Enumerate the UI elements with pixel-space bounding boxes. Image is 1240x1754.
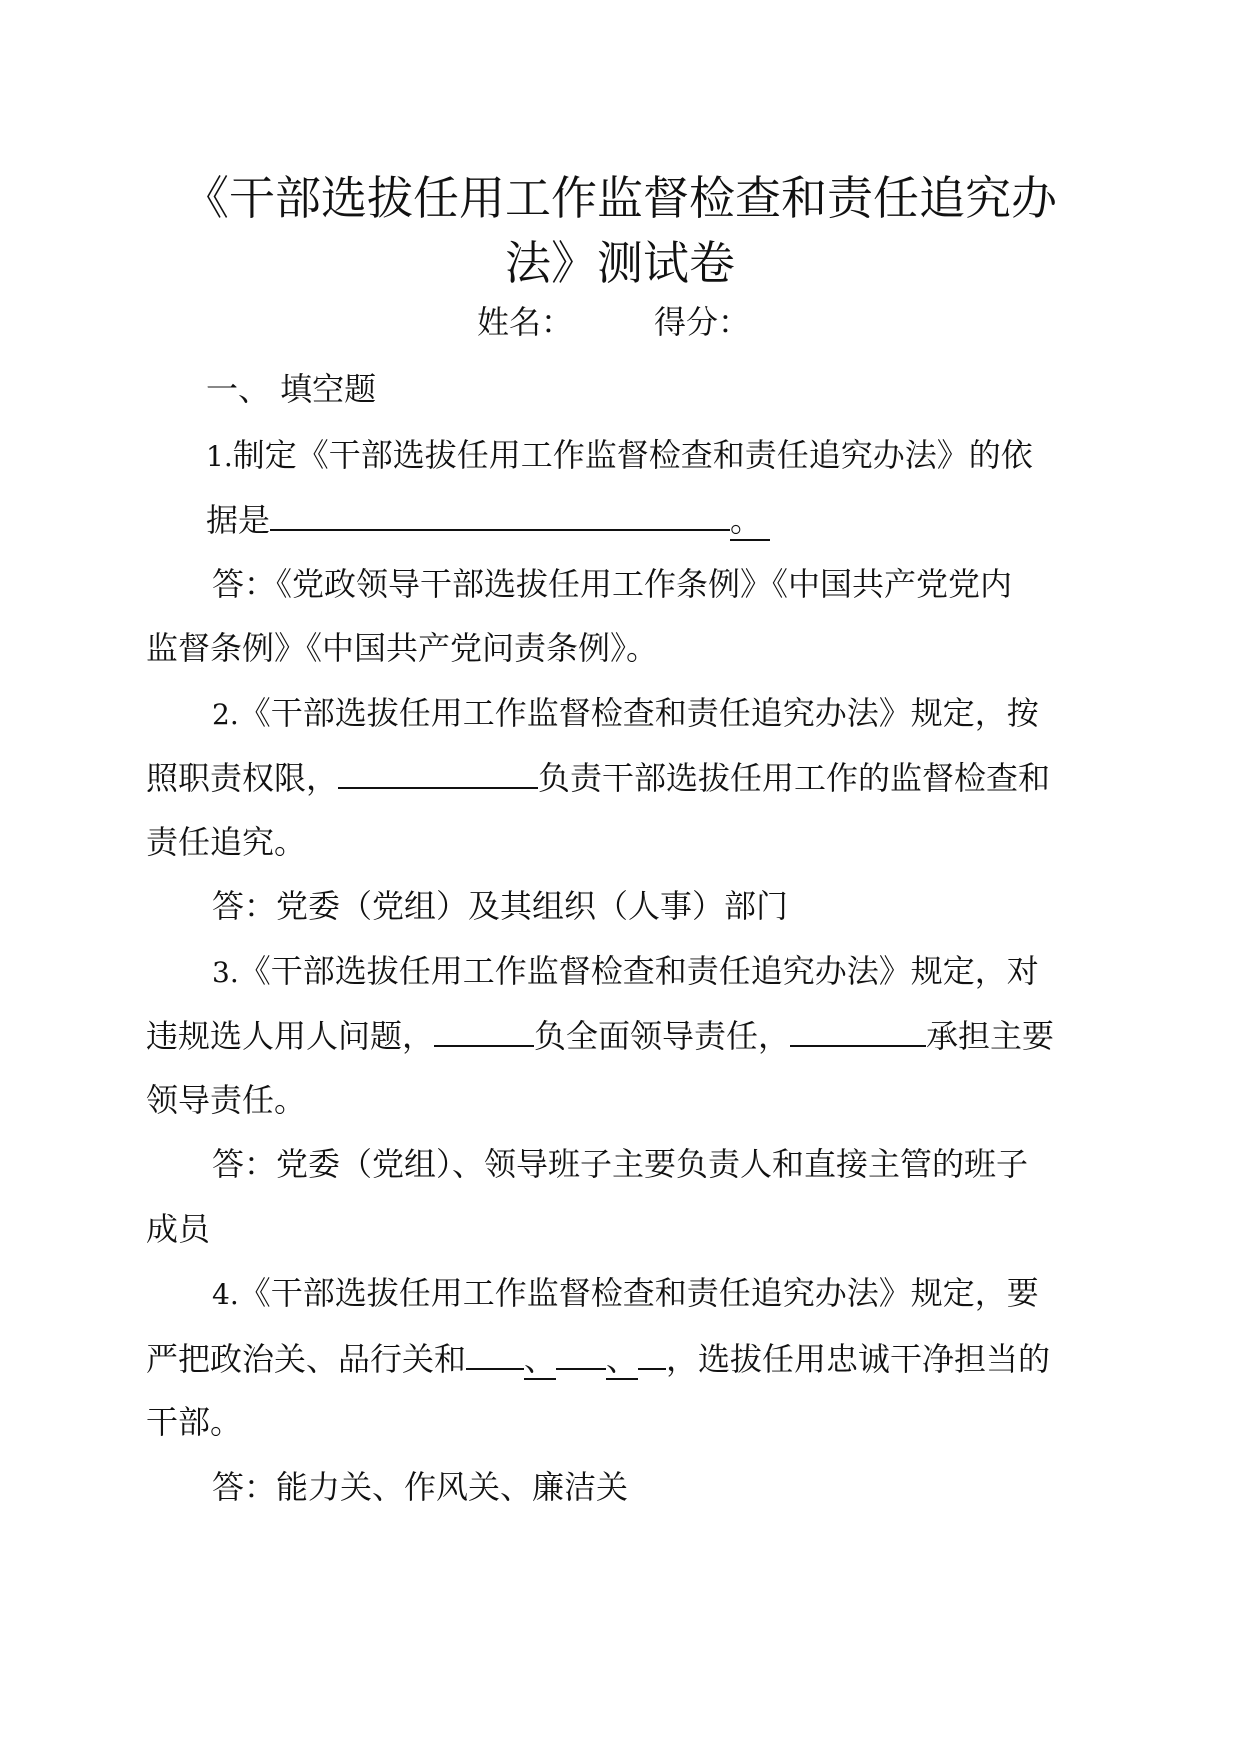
question-1-line-2 (206, 499, 770, 540)
question-4-line-3: 干部。 (146, 1403, 243, 1441)
question-2-line-2 (146, 757, 1050, 798)
question-4-blank-2 (556, 1338, 606, 1370)
question-3-prefix: 违规选人用人问题， (146, 1017, 435, 1055)
name-label: 姓名： (477, 303, 574, 341)
question-2-prefix: 照职责权限， (146, 759, 339, 797)
question-4-suffix: ，选拔任用忠诚干净担当的 (666, 1340, 1051, 1378)
question-2-number: 2. (212, 698, 239, 731)
question-3-blank-2 (790, 1015, 926, 1047)
question-3-line-2 (146, 1015, 1054, 1056)
question-4-prefix: 严把政治关、品行关和 (146, 1340, 467, 1378)
document-title-line-1: 《干部选拔任用工作监督检查和责任追究办 (183, 171, 1057, 225)
question-1-line-1 (206, 435, 1033, 477)
question-2-text-1: 《干部选拔任用工作监督检查和责任追究办法》规定，按 (238, 694, 1039, 732)
section-heading: 一、 填空题 (206, 370, 377, 408)
question-3-blank-1 (434, 1015, 534, 1047)
question-2-blank (338, 757, 538, 789)
answer-4: 答：能力关、作风关、廉洁关 (212, 1468, 629, 1506)
question-2-line-1 (212, 693, 1039, 735)
question-1-text-1: 制定《干部选拔任用工作监督检查和责任追究办法》的依 (232, 436, 1033, 474)
score-label: 得分： (654, 303, 751, 341)
question-1-blank (270, 499, 730, 531)
answer-3-line-1: 答：党委（党组）、领导班子主要负责人和直接主管的班子 (212, 1145, 1029, 1183)
question-4-text-1: 《干部选拔任用工作监督检查和责任追究办法》规定，要 (238, 1274, 1039, 1312)
question-1-prefix: 据是 (206, 501, 271, 539)
question-4-blank-1 (466, 1338, 524, 1370)
answer-1-line-2: 监督条例》《中国共产党问责条例》。 (146, 629, 659, 667)
question-1-suffix: 。 (730, 501, 770, 541)
question-3-number: 3. (212, 956, 239, 989)
question-4-number: 4. (212, 1278, 239, 1311)
question-4-line-2 (146, 1338, 1050, 1379)
answer-2: 答：党委（党组）及其组织（人事）部门 (212, 887, 789, 925)
question-2-suffix: 负责干部选拔任用工作的监督检查和 (538, 759, 1051, 797)
question-4-separator-2: 、 (606, 1340, 639, 1378)
answer-1-line-1: 答：《党政领导干部选拔任用工作条例》《中国共产党党内 (212, 565, 1013, 603)
question-3-middle: 负全面领导责任， (534, 1017, 791, 1055)
question-4-separator-1: 、 (524, 1340, 557, 1378)
question-3-suffix: 承担主要 (926, 1017, 1055, 1055)
question-4-blank-3 (638, 1338, 666, 1370)
document-title-line-2: 法》测试卷 (505, 236, 735, 290)
question-4-line-1 (212, 1273, 1039, 1315)
question-1-number: 1. (206, 440, 233, 473)
answer-3-line-2: 成员 (146, 1210, 211, 1248)
question-3-line-3: 领导责任。 (146, 1081, 307, 1119)
question-2-line-3: 责任追究。 (146, 823, 307, 861)
question-3-text-1: 《干部选拔任用工作监督检查和责任追究办法》规定，对 (238, 952, 1039, 990)
question-3-line-1 (212, 951, 1039, 993)
